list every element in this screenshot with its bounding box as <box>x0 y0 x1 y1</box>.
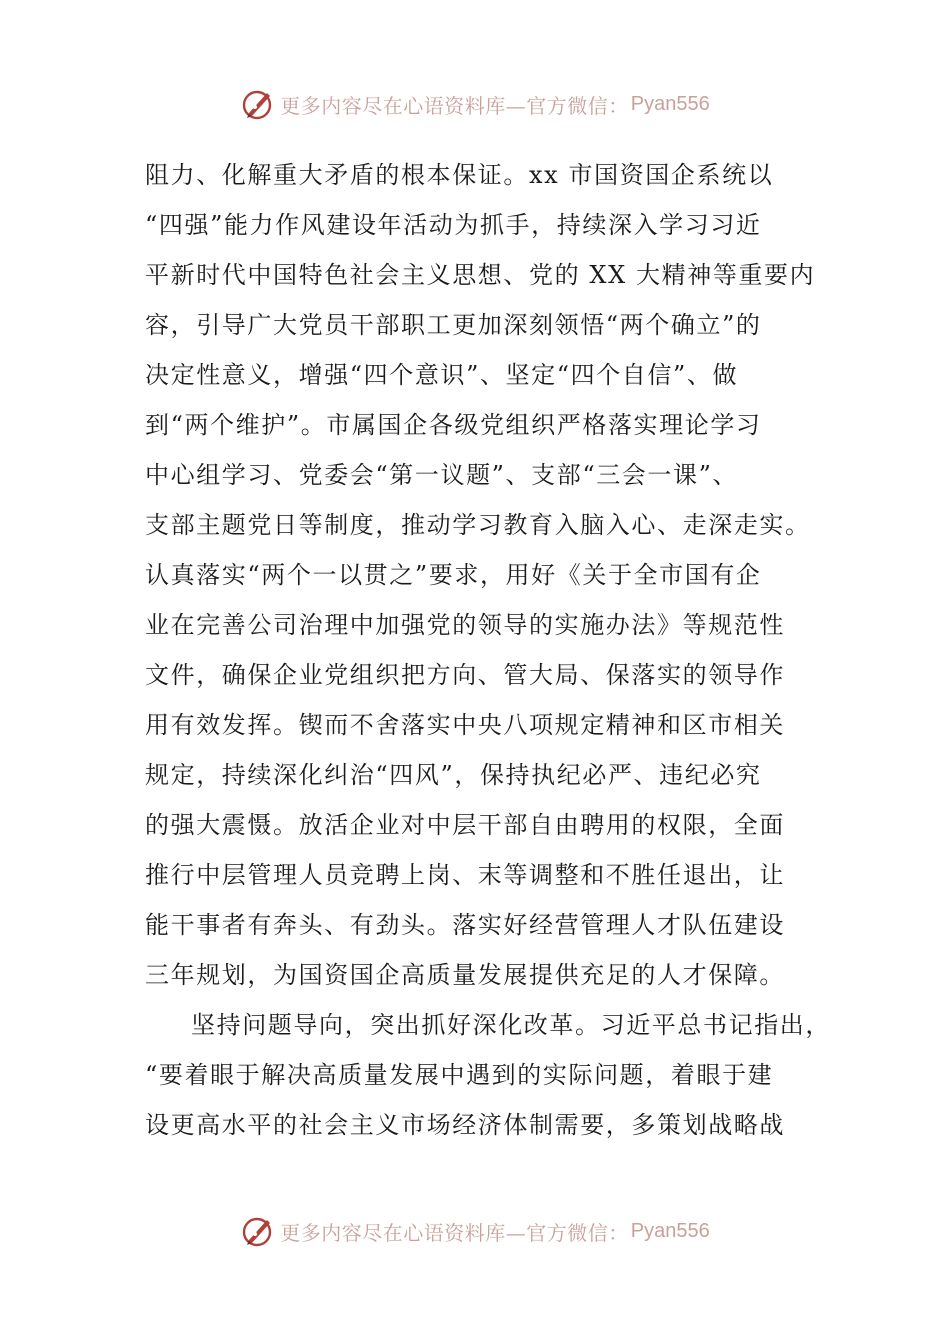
text-line: “要着眼于解决高质量发展中遇到的实际问题，着眼于建 <box>145 1061 774 1089</box>
text-line: 三年规划，为国资国企高质量发展提供充足的人才保障。 <box>145 961 785 989</box>
header-watermark <box>0 82 950 126</box>
text-line: 能干事者有奔头、有劲头。落实好经营管理人才队伍建设 <box>145 911 785 939</box>
text-line: 设更高水平的社会主义市场经济体制需要，多策划战略战 <box>145 1111 785 1139</box>
body-text <box>145 150 831 1150</box>
text-line: 规定，持续深化纠治“四风”，保持执纪必严、违纪必究 <box>145 761 762 789</box>
text-line: 容，引导广大党员干部职工更加深刻领悟“两个确立”的 <box>145 311 762 339</box>
watermark-text: 更多内容尽在心语资料库—官方微信： <box>280 1220 629 1245</box>
paragraph-start-line: 坚持问题导向，突出抓好深化改革。习近平总书记指出， <box>191 1011 831 1039</box>
pen-circle-logo-icon <box>240 1213 276 1249</box>
watermark-handle: Pyan556 <box>630 1219 710 1242</box>
footer-watermark <box>0 1209 950 1253</box>
text-line: 到“两个维护”。市属国企各级党组织严格落实理论学习 <box>145 411 762 439</box>
text-line: 的强大震慑。放活企业对中层干部自由聘用的权限，全面 <box>145 811 785 839</box>
text-line: 决定性意义，增强“四个意识”、坚定“四个自信”、做 <box>145 361 739 389</box>
text-line: 文件，确保企业党组织把方向、管大局、保落实的领导作 <box>145 661 785 689</box>
text-line: 支部主题党日等制度，推动学习教育入脑入心、走深走实。 <box>145 511 811 539</box>
text-line: 中心组学习、党委会“第一议题”、支部“三会一课”、 <box>145 461 739 489</box>
text-line: 用有效发挥。锲而不舍落实中央八项规定精神和区市相关 <box>145 711 785 739</box>
text-line: 认真落实“两个一以贯之”要求，用好《关于全市国有企 <box>145 561 762 589</box>
pen-circle-logo-icon <box>240 86 276 122</box>
text-line: “四强”能力作风建设年活动为抓手，持续深入学习习近 <box>145 211 762 239</box>
text-line: 平新时代中国特色社会主义思想、党的 XX 大精神等重要内 <box>145 261 816 289</box>
text-line: 阻力、化解重大矛盾的根本保证。xx 市国资国企系统以 <box>145 161 774 189</box>
text-line: 业在完善公司治理中加强党的领导的实施办法》等规范性 <box>145 611 785 639</box>
watermark-text: 更多内容尽在心语资料库—官方微信： <box>280 93 629 118</box>
text-line: 推行中层管理人员竞聘上岗、末等调整和不胜任退出，让 <box>145 861 785 889</box>
watermark-handle: Pyan556 <box>630 92 710 115</box>
